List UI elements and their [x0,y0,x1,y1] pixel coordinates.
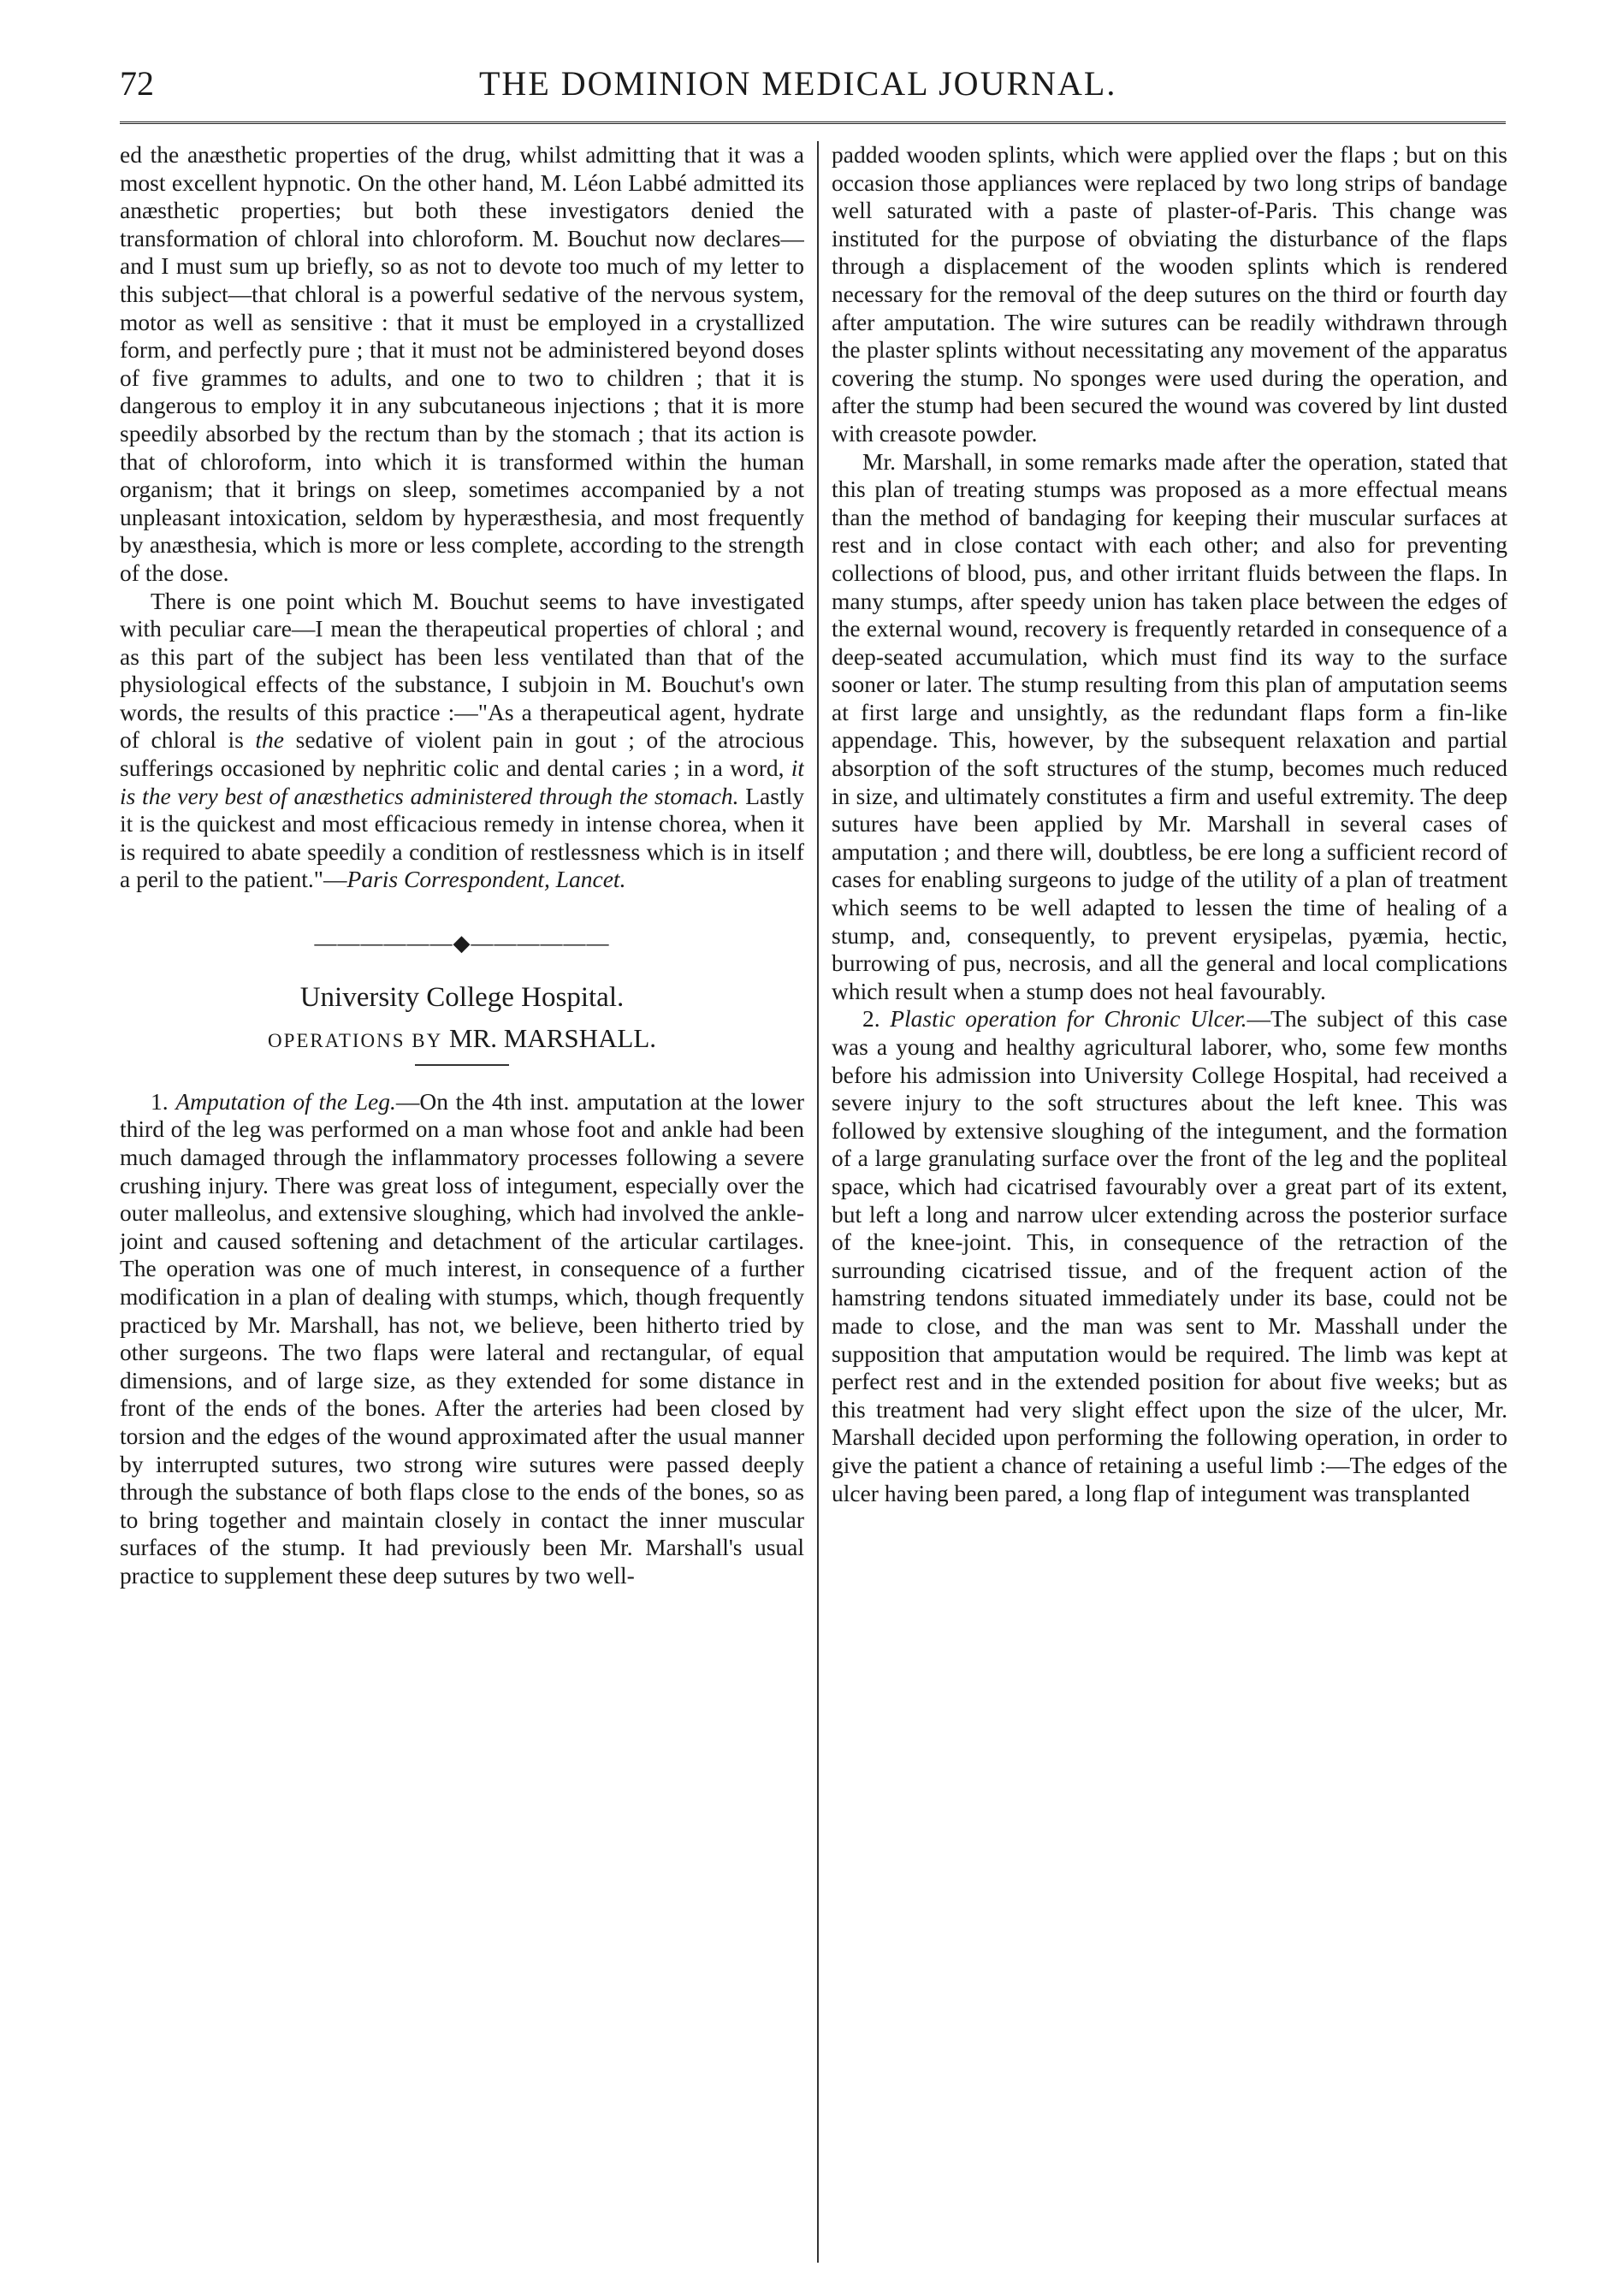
journal-title: THE DOMINION MEDICAL JOURNAL. [479,64,1117,103]
para-text: sedative of violent pain in gout ; of the atrocious sufferings occasioned by nephritic colic and dental caries ; in a word, [120,726,804,782]
case-text: —The subject of this case was a young and healthy agricultural laborer, who, some few months before his admission into University College Hospital, had received a severe injury to the soft structures about the left knee. This was followed by extensive sloughing of the integument, and the formation of a large granulating surface over the front of the leg and the popliteal space, which had cicatrised favourably over a great part of its extent, but left a long and narrow ulcer extending across the posterior surface of the knee-joint. This, in consequence of the retraction of the surrounding cicatrised tissue, and of the frequent action of the hamstring tendons situated immediately under its base, could not be made to close, and the man was sent to Mr. Masshall under the supposition that amputation would be required. The limb was kept at perfect rest and in the extended position for about five weeks; but as this treatment had very slight effect upon the size of the ulcer, Mr. Marshall decided upon performing the following operation, in order to give the patient a chance of retaining a useful limb :—The edges of the ulcer having been pared, a long flap of integument was transplanted [832,1005,1507,1506]
section-subheading [120,1025,804,1056]
subheading-name: MR. MARSHALL. [449,1023,657,1054]
case-text: —On the 4th inst. amputation at the lower third of the leg was performed on a man whose foot and ankle had been much damaged through the inflammatory processes following a severe crushing injury. There was great loss of integument, especially over the outer malleolus, and extensive sloughing, which had involved the ankle-joint and caused softening and detachment of the articular cartilages. The operation was one of much interest, in consequence of a further modification in a plan of dealing with stumps, which, though frequently practiced by Mr. Marshall, has not, we believe, been hitherto tried by other surgeons. The two flaps were lateral and rectangular, of equal dimensions, and of large size, as they extended for some distance in front of the ends of the bones. After the arteries had been closed by torsion and the edges of the wound approximated after the usual manner by interrupted sutures, two strong wire sutures were passed deeply through the substance of both flaps close to the ends of the bones, so as to bring together and maintain closely in contact the inner muscular surfaces of the stump. It had previously been Mr. Marshall's usual practice to supplement these deep sutures by two well- [120,1087,804,1589]
page-number: 72 [120,64,154,103]
left-column [120,141,804,2263]
para-emphasis: it is the very best of anæsthetics administered through the stomach. [120,754,804,809]
para-text: There is one point which M. Bouchut seems to have investigated with peculiar care—I mean the therapeutical properties of chloral ; and as this part of the subject has been less ventilated than that of the physiological effects of the substance, I subjoin in M. Bouchut's own words, the results of this practice :—"As a therapeutical agent, hydrate of chloral is [120,587,804,754]
subheading-caps: OPERATIONS BY [267,1030,443,1052]
section-heading: University College Hospital. [299,981,625,1013]
left-paragraph-bouchut-therapeutics [120,588,804,895]
case-1-paragraph [120,1088,804,1590]
right-column [832,141,1507,2263]
case-title: Plastic operation for Chronic Ulcer. [890,1005,1247,1033]
right-paragraph-splints: padded wooden splints, which were applied over the flaps ; but on this occasion those appliances were replaced by two long strips of bandage well saturated with a paste of plaster-of-Paris. This change was instituted for the purpose of obviating the disturbance of the flaps through a displacement of the wooden splints which is rendered necessary for the removal of the deep sutures on the third or fourth day after amputation. The wire sutures can be readily withdrawn through the plaster splints without necessitating any movement of the apparatus covering the stump. No sponges were used during the operation, and after the stump had been secured the wound was covered by lint dusted with creasote powder. [832,141,1507,447]
right-paragraph-marshall-remarks: Mr. Marshall, in some remarks made after the operation, stated that this plan of treating stumps was proposed as a more effectual means than the method of bandaging for keeping their muscular surfaces at rest and in close contact with each other; and also for preventing collections of blood, pus, and other irritant fluids between the flaps. In many stumps, after speedy union has taken place between the edges of the external wound, recovery is frequently retarded in consequence of a deep-seated accumulation, which must find its way to the surface sooner or later. The stump resulting from this plan of amputation seems at first large and unsightly, as the redundant flaps form a fin-like appendage. This, however, by the subsequent relaxation and partial absorption of the soft structures of the stump, becomes much reduced in size, and ultimately constitutes a firm and useful extremity. The deep sutures have been applied by Mr. Marshall in several cases of amputation ; and there will, doubtless, be ere long a sufficient record of cases for enabling surgeons to judge of the utility of a plan of treatment which seems to be well adapted to lessen the time of healing of a stump, and, consequently, to prevent erysipelas, pyæmia, hectic, burrowing of pus, necrosis, and all the general and local complications which result when a stump does not heal favourably. [832,447,1507,1004]
case-title: Amputation of the Leg. [175,1087,396,1115]
case-number: 1. [151,1087,176,1115]
case-number: 2. [862,1005,891,1033]
section-ornament: ——————◆—————— [314,931,610,956]
header-rule [120,121,1506,124]
running-head [120,60,1514,111]
column-divider [817,141,819,2263]
source-citation: Paris Correspondent, Lancet. [346,866,626,893]
left-paragraph-chloral-properties: ed the anæsthetic properties of the drug, whilst admitting that it was a most excellent hypnotic. On the other hand, M. Léon Labbé admitted its anæsthetic properties; but both these investigators denied the transformation of chloral into chloroform. M. Bouchut now declares—and I must sum up briefly, so as not to devote too much of my letter to this subject—that chloral is a powerful sedative of the nervous system, motor as well as sensitive : that it must be employed in a crystallized form, and perfectly pure ; that it must not be administered beyond doses of five grammes to adults, and one to two to children ; that it is dangerous to employ it in any subcutaneous injections ; that it is more speedily absorbed by the rectum than by the stomach ; that its action is that of chloroform, into which it is transformed within the human organism; that it brings on sleep, sometimes accompanied by a not unpleasant intoxication, seldom by hyperæsthesia, and most frequently by anæsthesia, which is more or less complete, according to the strength of the dose. [120,141,804,586]
short-divider [415,1064,509,1066]
para-emphasis: the [255,726,285,754]
para-text: Lastly it is the quickest and most efficacious remedy in intense chorea, when it is required to abate speedily a condition of restlessness which is in itself a peril to the patient."— [120,782,804,893]
case-2-paragraph [832,1005,1507,1507]
